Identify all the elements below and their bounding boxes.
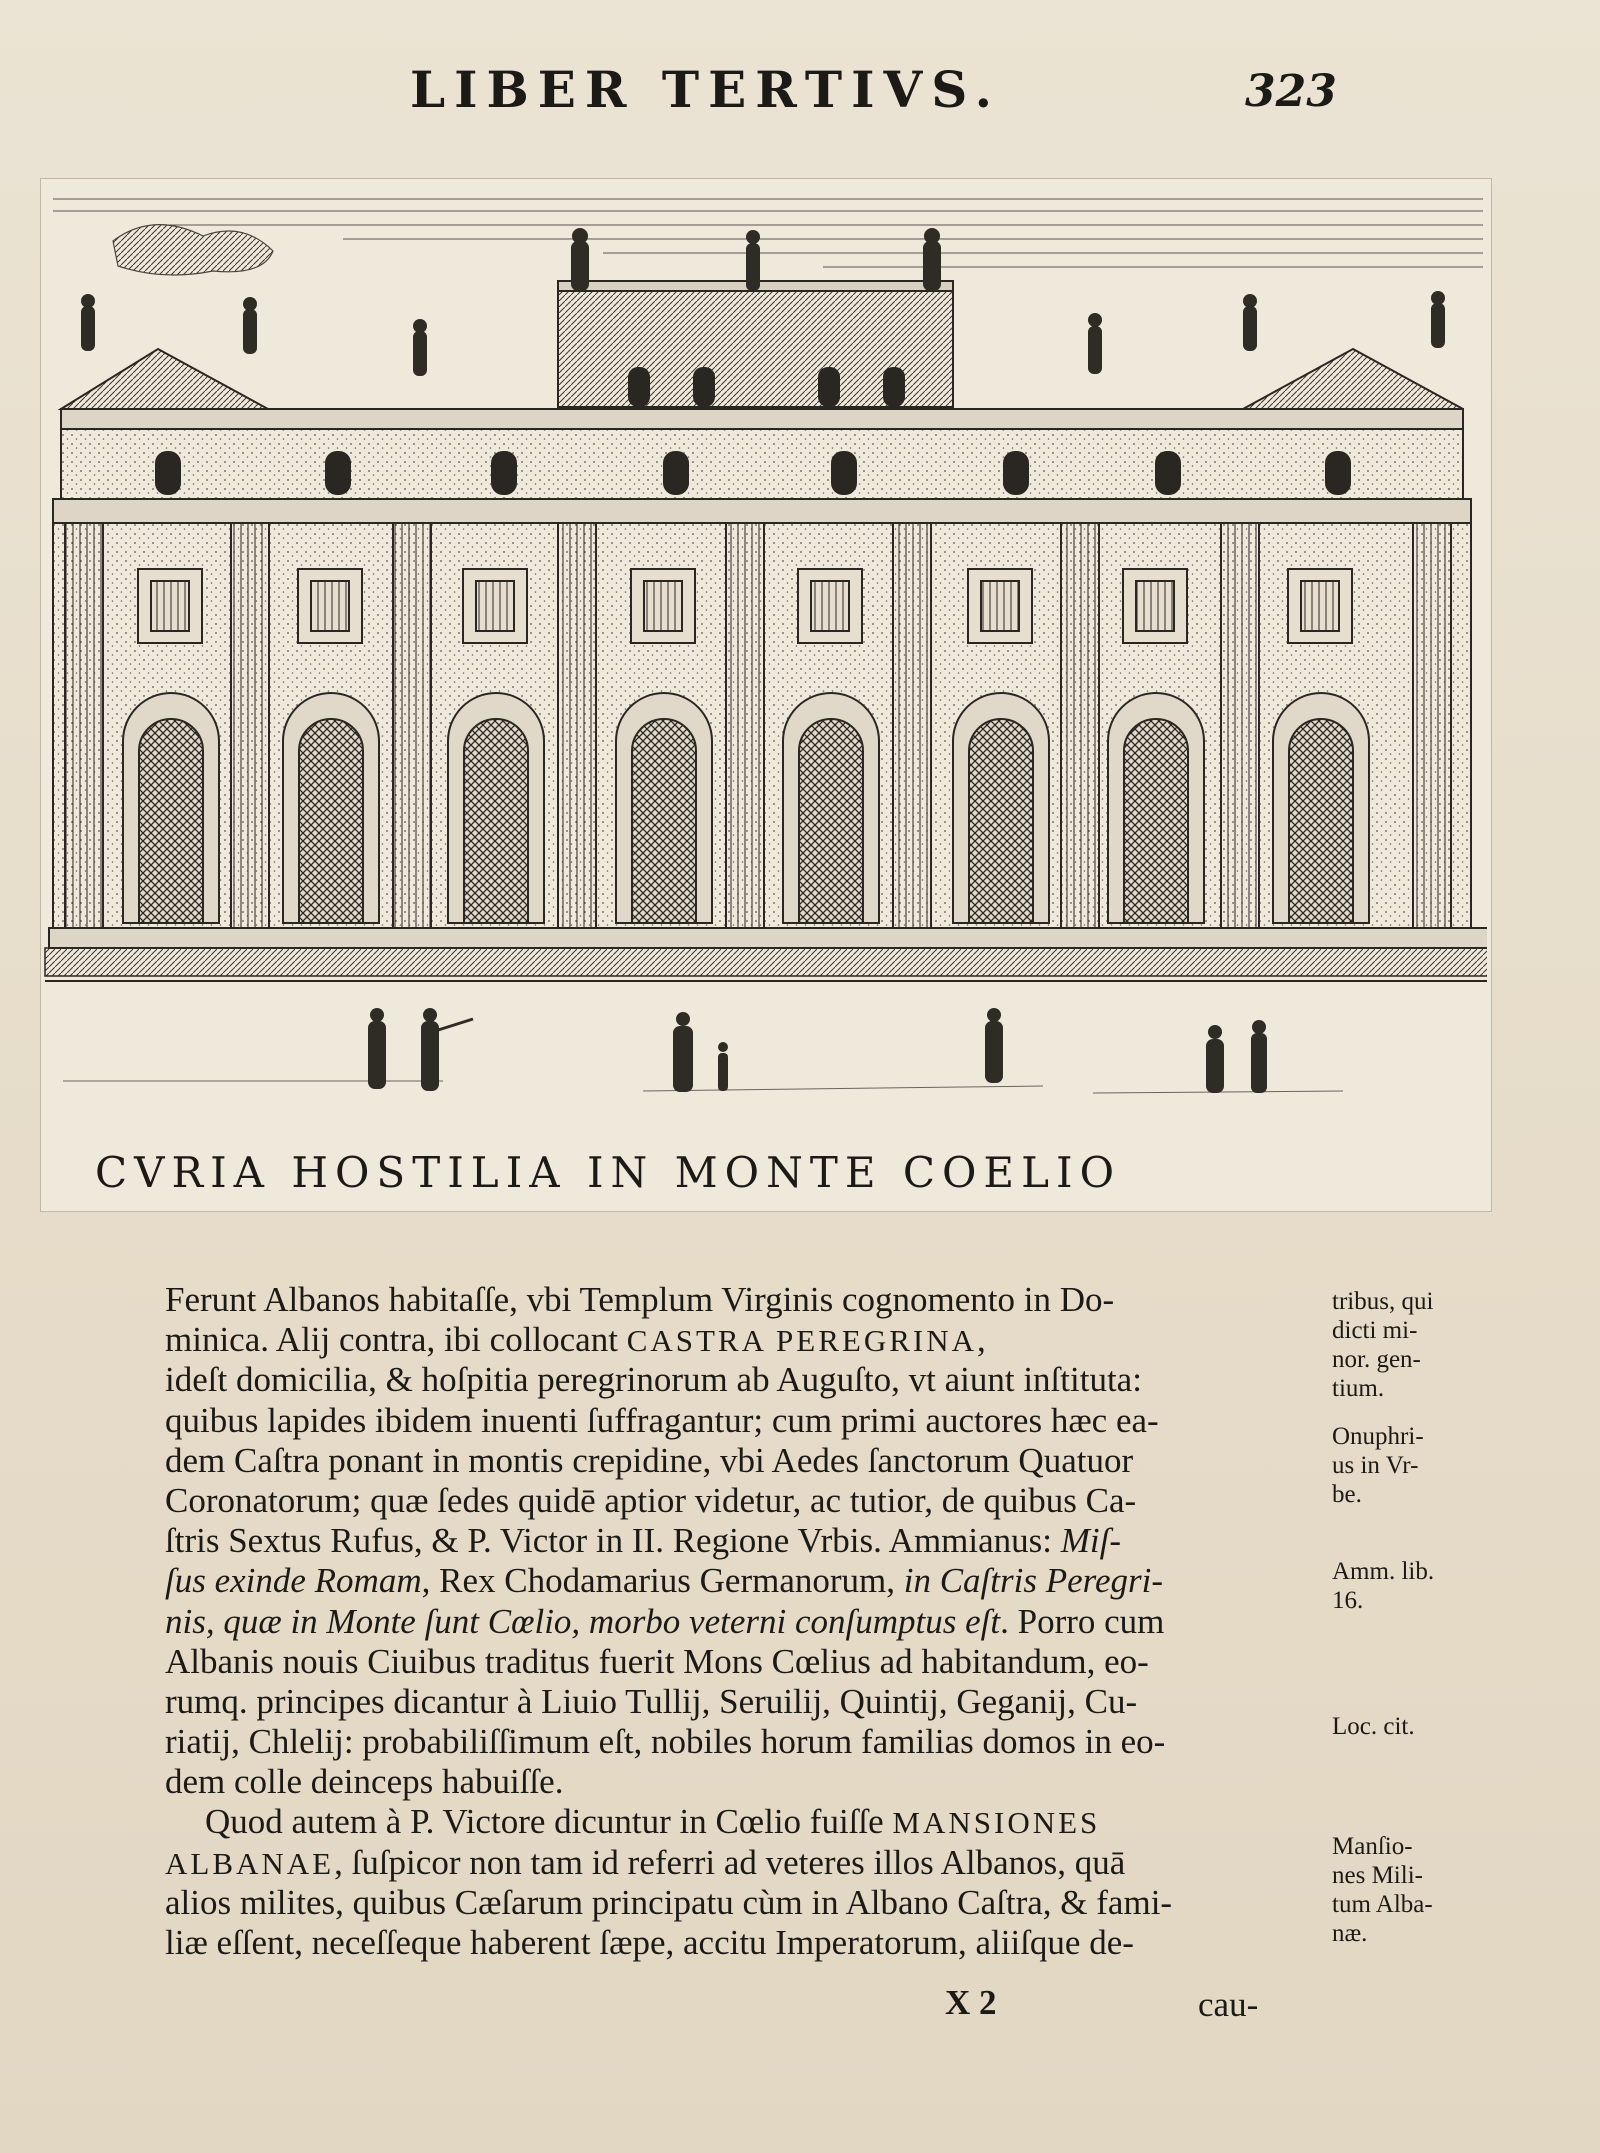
marginal-line: Manſio- (1332, 1833, 1413, 1860)
text-line (165, 1682, 1325, 1722)
marginal-line: Amm. lib. (1332, 1558, 1435, 1585)
text-run: . Porro cum (1000, 1601, 1165, 1641)
page-number: 323 (1245, 66, 1337, 117)
marginal-line: be. (1332, 1481, 1362, 1508)
marginal-note-loc (1332, 1712, 1415, 1741)
marginal-line: nor. gen- (1332, 1346, 1421, 1373)
text-run: nis, quæ in Monte ſunt Cœlio, morbo veterni conſumptus eſt (165, 1601, 1001, 1641)
text-line (165, 1642, 1325, 1682)
text-line (165, 1802, 1325, 1842)
text-line (165, 1923, 1325, 1963)
text-run: alios milites, quibus Cæſarum principatu cùm in Albano Caſtra, & fami- (165, 1882, 1173, 1922)
catchword: cau- (1198, 1985, 1259, 2024)
marginal-line: tribus, qui (1332, 1288, 1434, 1315)
text-line (165, 1762, 1325, 1802)
text-run: liæ eſſent, neceſſeque haberent ſæpe, accitu Imperatorum, aliiſque de- (165, 1923, 1134, 1962)
marginal-note-tribus (1332, 1287, 1433, 1403)
marginal-line: 16. (1332, 1587, 1364, 1614)
text-run: ideſt domicilia, & hoſpitia peregrinorum ab Auguſto, vt aiunt inſtituta: (165, 1360, 1142, 1400)
marginal-line: nes Mili- (1332, 1862, 1423, 1889)
engraving-curia-hostilia (43, 181, 1487, 1141)
marginal-line: Loc. cit. (1332, 1713, 1415, 1740)
text-run: Coronatorum; quæ ſedes quidē aptior videtur, ac tutior, de quibus Ca- (165, 1480, 1137, 1520)
running-head: LIBER TERTIVS. (410, 60, 1001, 119)
text-line (165, 1883, 1325, 1923)
engraving-plate (40, 178, 1492, 1212)
text-line (165, 1521, 1325, 1561)
text-line (165, 1360, 1325, 1400)
marginal-note-mansiones (1332, 1832, 1433, 1948)
text-line (165, 1561, 1325, 1601)
text-line (165, 1320, 1325, 1360)
marginal-line: dicti mi- (1332, 1317, 1418, 1344)
text-line (165, 1441, 1325, 1481)
text-run: MANSIONES (892, 1805, 1101, 1841)
main-text-block (165, 1280, 1325, 1963)
text-line (165, 1481, 1325, 1521)
marginal-note-amm (1332, 1557, 1434, 1615)
text-run: dem Caſtra ponant in montis crepidine, vbi Aedes ſanctorum Quatuor (165, 1440, 1134, 1480)
text-line (165, 1280, 1325, 1320)
text-run: Albanis nouis Ciuibus traditus fuerit Mons Cœlius ad habitandum, eo- (165, 1641, 1149, 1681)
text-line (165, 1843, 1325, 1883)
text-line (165, 1401, 1325, 1441)
text-run: ſtris Sextus Rufus, & P. Victor in II. Regione Vrbis. Ammianus: (165, 1521, 1061, 1561)
text-run: riatij, Chlelij: probabiliſſimum eſt, nobiles horum familias domos in eo- (165, 1722, 1166, 1762)
marginal-line: tium. (1332, 1375, 1385, 1402)
plate-caption: CVRIA HOSTILIA IN MONTE COELIO (95, 1148, 1122, 1197)
text-run: quibus lapides ibidem inuenti ſuffragantur; cum primi auctores hæc ea- (165, 1400, 1159, 1440)
marginal-note-onuphrius (1332, 1422, 1424, 1509)
text-run: ALBANAE (165, 1845, 335, 1881)
marginal-line: tum Alba- (1332, 1891, 1433, 1918)
marginal-line: us in Vr- (1332, 1452, 1419, 1479)
text-line (165, 1602, 1325, 1642)
text-line (165, 1722, 1325, 1762)
marginal-line: Onuphri- (1332, 1423, 1424, 1450)
text-run: minica. Alij contra, ibi collocant (165, 1320, 627, 1360)
signature-mark: X 2 (945, 1983, 997, 2022)
text-run: , (976, 1320, 986, 1360)
text-run: , ſuſpicor non tam id referri ad veteres illos Albanos, quā (334, 1842, 1126, 1882)
text-run: rumq. principes dicantur à Liuio Tullij, Seruilij, Quintij, Geganij, Cu- (165, 1681, 1138, 1721)
text-run: in Caſtris Peregri- (903, 1561, 1163, 1601)
text-run: dem colle deinceps habuiſſe. (165, 1762, 564, 1802)
text-run: ſus exinde Romam (165, 1561, 422, 1601)
text-run: Ferunt Albanos habitaſſe, vbi Templum Virginis cognomento in Do- (165, 1280, 1115, 1319)
cloud (113, 225, 273, 275)
text-run: Quod autem à P. Victore dicuntur in Cœlio fuiſſe (205, 1802, 893, 1842)
marginal-line: næ. (1332, 1920, 1368, 1947)
text-run: CASTRA PEREGRINA (626, 1323, 977, 1359)
text-run: , Rex Chodamarius Germanorum, (421, 1561, 904, 1601)
text-run: Miſ- (1060, 1521, 1122, 1561)
